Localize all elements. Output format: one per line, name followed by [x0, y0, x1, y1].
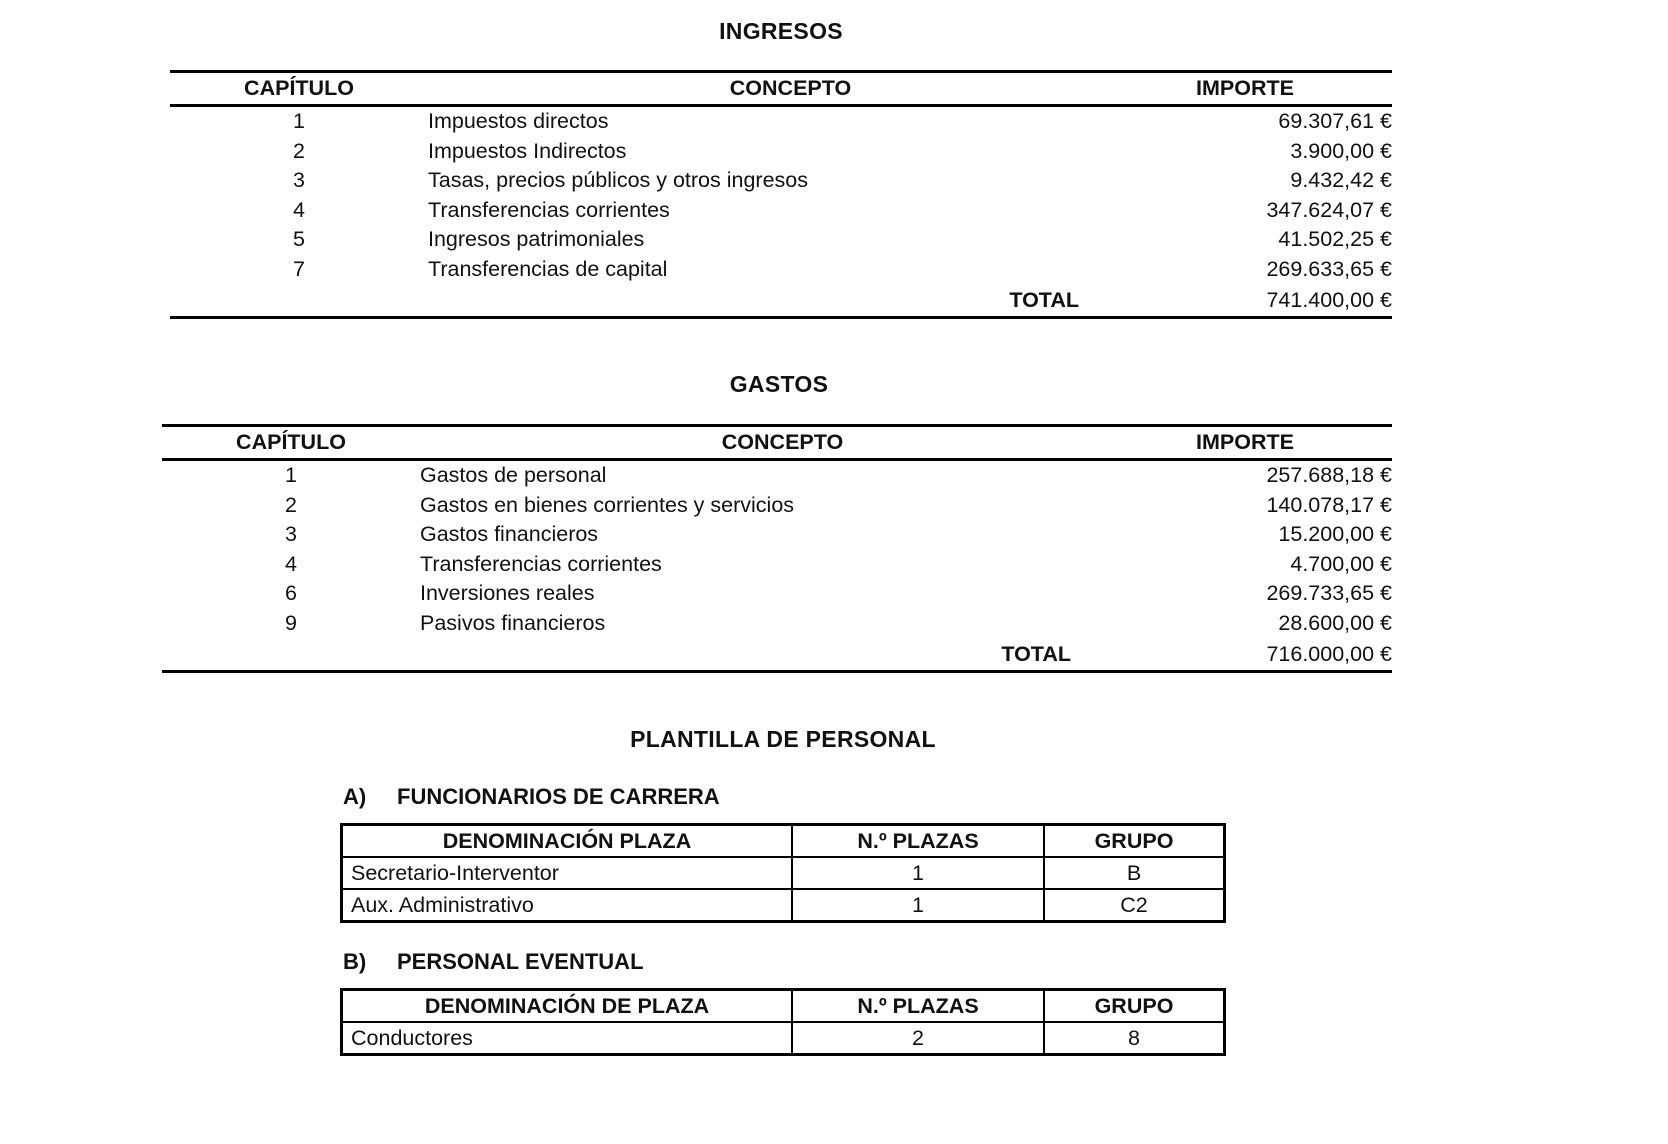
- table-row: [170, 106, 1392, 137]
- cell-capitulo: 3: [293, 168, 305, 193]
- cell-plazas: 1: [792, 857, 1044, 889]
- section-a-heading-text: FUNCIONARIOS DE CARRERA: [397, 784, 720, 809]
- gastos-col-header-importe: IMPORTE: [1075, 426, 1392, 460]
- cell-grupo: B: [1044, 857, 1225, 889]
- gastos-total-value: 716.000,00 €: [1075, 638, 1392, 672]
- ingresos-total-row: [170, 284, 1392, 318]
- cell-concepto: Transferencias corrientes: [420, 551, 662, 576]
- table-row: [162, 460, 1392, 491]
- cell-concepto: Inversiones reales: [420, 581, 595, 606]
- section-a-letter: A): [343, 784, 367, 809]
- ingresos-col-header-concepto: CONCEPTO: [428, 72, 1083, 106]
- cell-plazas: 2: [792, 1022, 1044, 1055]
- gastos-header-row: [162, 426, 1392, 460]
- cell-concepto: Gastos de personal: [420, 463, 607, 488]
- table-row: [170, 166, 1392, 196]
- cell-grupo: 8: [1044, 1022, 1225, 1055]
- section-b-heading-text: PERSONAL EVENTUAL: [397, 949, 644, 974]
- table-row: [170, 137, 1392, 167]
- table-row: [162, 609, 1392, 639]
- eventual-col-header-grupo: GRUPO: [1044, 990, 1225, 1023]
- cell-importe: 140.078,17 €: [1266, 492, 1392, 517]
- funcionarios-header-row: [342, 825, 1225, 858]
- cell-importe: 347.624,07 €: [1266, 197, 1392, 222]
- cell-importe: 3.900,00 €: [1290, 138, 1392, 163]
- cell-capitulo: 3: [285, 522, 297, 547]
- table-row: [162, 520, 1392, 550]
- gastos-col-header-concepto: CONCEPTO: [420, 426, 1075, 460]
- cell-importe: 69.307,61 €: [1278, 109, 1392, 134]
- cell-importe: 28.600,00 €: [1278, 610, 1392, 635]
- section-b-letter: B): [343, 949, 367, 974]
- empty-cell: [162, 638, 420, 672]
- funcionarios-col-header-denominacion: DENOMINACIÓN PLAZA: [342, 825, 793, 858]
- gastos-total-row: [162, 638, 1392, 672]
- ingresos-header-row: [170, 72, 1392, 106]
- cell-denominacion: Conductores: [342, 1022, 793, 1055]
- ingresos-col-header-importe: IMPORTE: [1083, 72, 1392, 106]
- cell-importe: 9.432,42 €: [1290, 168, 1392, 193]
- cell-concepto: Impuestos Indirectos: [428, 138, 627, 163]
- table-row: [342, 1022, 1225, 1055]
- cell-concepto: Impuestos directos: [428, 109, 609, 134]
- eventual-col-header-denominacion: DENOMINACIÓN DE PLAZA: [342, 990, 793, 1023]
- cell-concepto: Transferencias de capital: [428, 256, 668, 281]
- ingresos-table: [170, 70, 1392, 319]
- cell-capitulo: 2: [293, 138, 305, 163]
- cell-capitulo: 7: [293, 256, 305, 281]
- cell-capitulo: 1: [285, 463, 297, 488]
- gastos-table: [162, 424, 1392, 673]
- gastos-title: GASTOS: [729, 371, 829, 397]
- ingresos-title: INGRESOS: [719, 18, 843, 44]
- cell-importe: 269.733,65 €: [1266, 581, 1392, 606]
- cell-capitulo: 9: [285, 610, 297, 635]
- funcionarios-col-header-plazas: N.º PLAZAS: [792, 825, 1044, 858]
- cell-capitulo: 2: [285, 492, 297, 517]
- cell-importe: 15.200,00 €: [1278, 522, 1392, 547]
- section-a-heading: [343, 784, 720, 810]
- cell-importe: 269.633,65 €: [1266, 256, 1392, 281]
- cell-importe: 41.502,25 €: [1278, 227, 1392, 252]
- cell-importe: 257.688,18 €: [1266, 463, 1392, 488]
- cell-grupo: C2: [1044, 889, 1225, 922]
- table-row: [342, 889, 1225, 922]
- cell-importe: 4.700,00 €: [1290, 551, 1392, 576]
- ingresos-col-header-capitulo: CAPÍTULO: [170, 72, 428, 106]
- table-row: [162, 491, 1392, 521]
- ingresos-total-label: TOTAL: [428, 284, 1083, 318]
- cell-capitulo: 4: [293, 197, 305, 222]
- table-row: [170, 225, 1392, 255]
- cell-capitulo: 6: [285, 581, 297, 606]
- cell-concepto: Transferencias corrientes: [428, 197, 670, 222]
- table-row: [170, 255, 1392, 285]
- funcionarios-table: [340, 823, 1226, 923]
- cell-concepto: Tasas, precios públicos y otros ingresos: [428, 168, 809, 193]
- gastos-total-label: TOTAL: [420, 638, 1075, 672]
- cell-concepto: Pasivos financieros: [420, 610, 606, 635]
- ingresos-total-value: 741.400,00 €: [1083, 284, 1392, 318]
- table-row: [162, 579, 1392, 609]
- eventual-col-header-plazas: N.º PLAZAS: [792, 990, 1044, 1023]
- cell-denominacion: Secretario-Interventor: [342, 857, 793, 889]
- empty-cell: [170, 284, 428, 318]
- gastos-col-header-capitulo: CAPÍTULO: [162, 426, 420, 460]
- cell-capitulo: 4: [285, 551, 297, 576]
- cell-concepto: Gastos financieros: [420, 522, 599, 547]
- plantilla-title: PLANTILLA DE PERSONAL: [630, 726, 936, 752]
- table-row: [170, 196, 1392, 226]
- cell-capitulo: 5: [293, 227, 305, 252]
- cell-concepto: Ingresos patrimoniales: [428, 227, 645, 252]
- cell-concepto: Gastos en bienes corrientes y servicios: [420, 492, 795, 517]
- eventual-table: [340, 988, 1226, 1056]
- table-row: [342, 857, 1225, 889]
- funcionarios-col-header-grupo: GRUPO: [1044, 825, 1225, 858]
- section-b-heading: [343, 949, 644, 975]
- cell-capitulo: 1: [293, 109, 305, 134]
- cell-denominacion: Aux. Administrativo: [342, 889, 793, 922]
- table-row: [162, 550, 1392, 580]
- eventual-header-row: [342, 990, 1225, 1023]
- cell-plazas: 1: [792, 889, 1044, 922]
